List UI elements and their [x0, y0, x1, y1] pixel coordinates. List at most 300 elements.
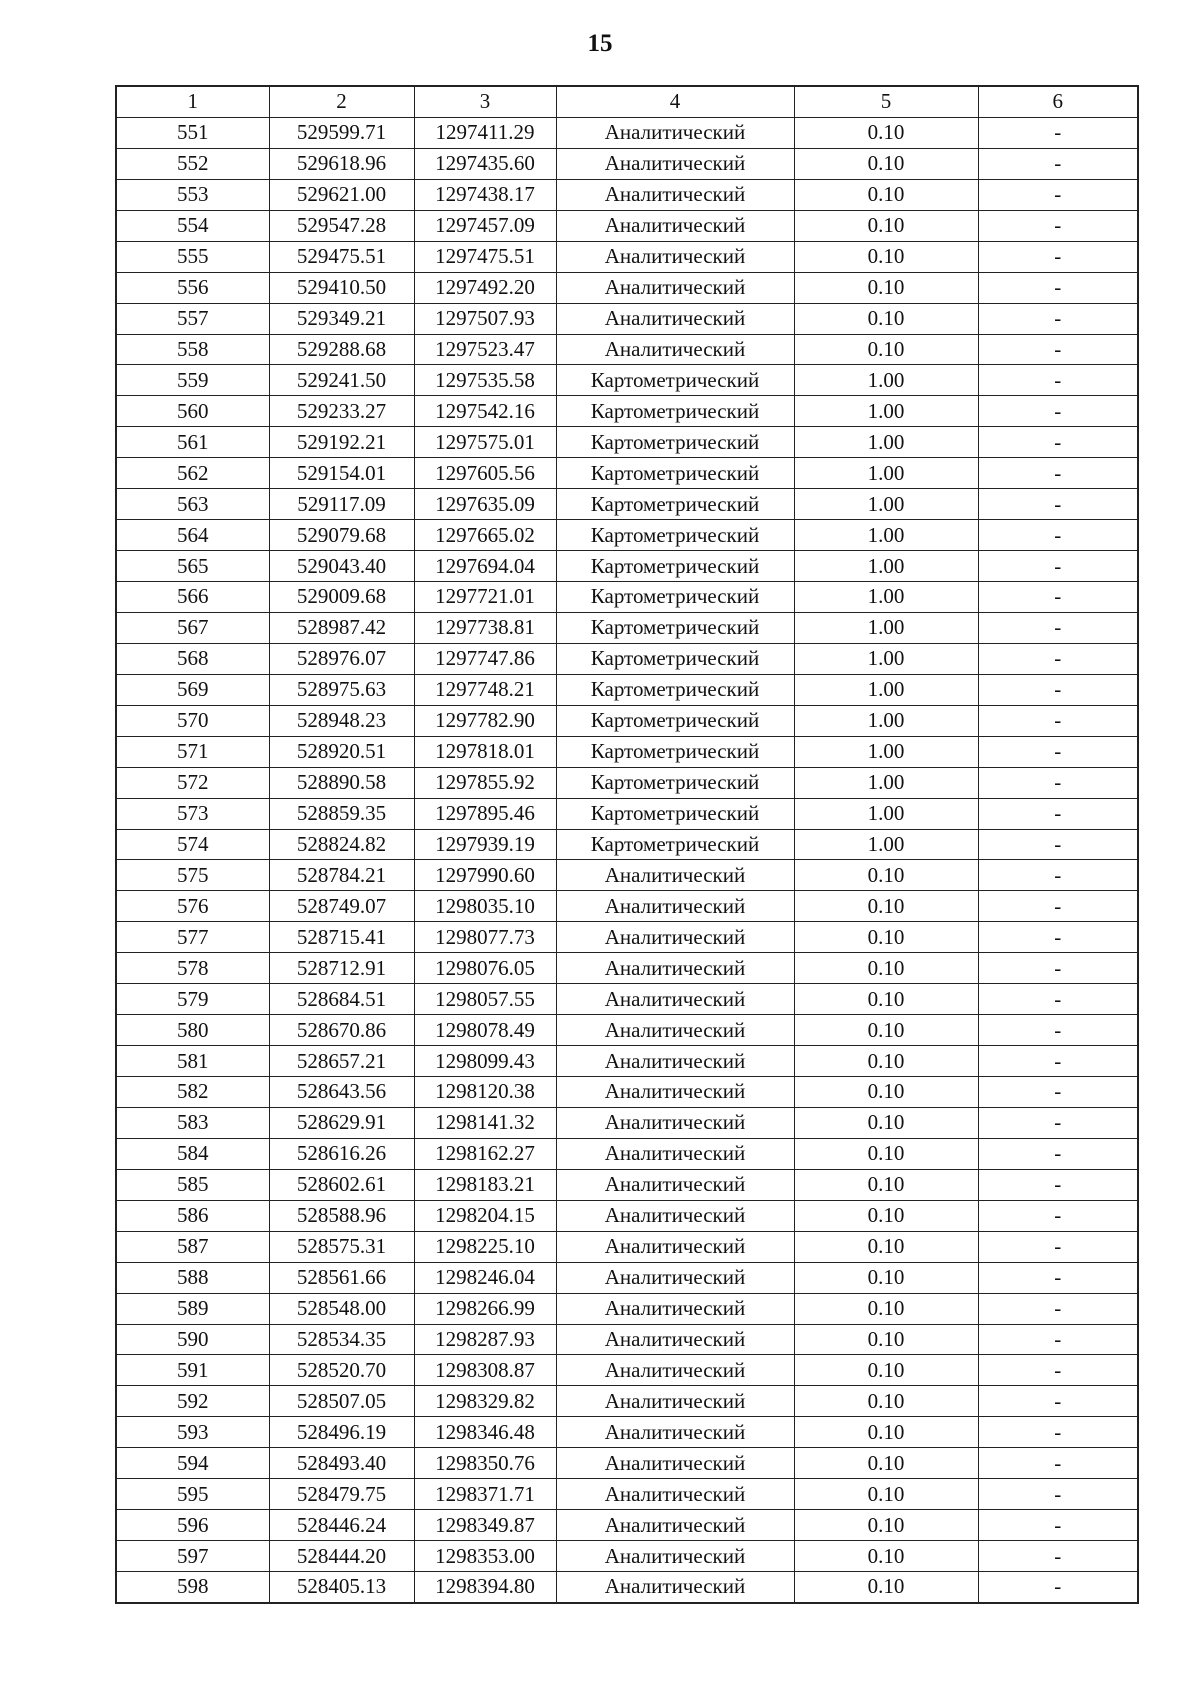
y-coordinate-cell: 1298183.21	[414, 1169, 556, 1200]
table-row	[116, 1077, 1138, 1108]
point-number-cell: 553	[116, 179, 269, 210]
accuracy-cell: 0.10	[794, 1572, 978, 1603]
accuracy-cell: 0.10	[794, 1015, 978, 1046]
point-number-cell: 584	[116, 1138, 269, 1169]
description-cell: -	[978, 303, 1138, 334]
coordinates-table	[115, 85, 1139, 1604]
table-row	[116, 1046, 1138, 1077]
x-coordinate-cell: 529599.71	[269, 117, 414, 148]
point-number-cell: 591	[116, 1355, 269, 1386]
accuracy-cell: 0.10	[794, 1169, 978, 1200]
x-coordinate-cell: 528976.07	[269, 643, 414, 674]
table-row	[116, 1479, 1138, 1510]
point-number-cell: 586	[116, 1200, 269, 1231]
accuracy-cell: 0.10	[794, 1386, 978, 1417]
table-row	[116, 1324, 1138, 1355]
header-row	[116, 86, 1138, 117]
accuracy-cell: 1.00	[794, 489, 978, 520]
x-coordinate-cell: 529192.21	[269, 427, 414, 458]
table-row	[116, 1541, 1138, 1572]
method-cell: Картометрический	[556, 643, 794, 674]
point-number-cell: 574	[116, 829, 269, 860]
x-coordinate-cell: 528493.40	[269, 1448, 414, 1479]
x-coordinate-cell: 529043.40	[269, 551, 414, 582]
point-number-cell: 555	[116, 241, 269, 272]
description-cell: -	[978, 798, 1138, 829]
accuracy-cell: 0.10	[794, 860, 978, 891]
description-cell: -	[978, 1077, 1138, 1108]
method-cell: Аналитический	[556, 1324, 794, 1355]
y-coordinate-cell: 1297721.01	[414, 582, 556, 613]
description-cell: -	[978, 179, 1138, 210]
y-coordinate-cell: 1298308.87	[414, 1355, 556, 1386]
point-number-cell: 571	[116, 736, 269, 767]
x-coordinate-cell: 528496.19	[269, 1417, 414, 1448]
description-cell: -	[978, 210, 1138, 241]
table-row	[116, 674, 1138, 705]
method-cell: Картометрический	[556, 767, 794, 798]
point-number-cell: 585	[116, 1169, 269, 1200]
accuracy-cell: 0.10	[794, 334, 978, 365]
description-cell: -	[978, 1324, 1138, 1355]
description-cell: -	[978, 953, 1138, 984]
table-row	[116, 1355, 1138, 1386]
y-coordinate-cell: 1297738.81	[414, 612, 556, 643]
method-cell: Аналитический	[556, 1510, 794, 1541]
table-row	[116, 1262, 1138, 1293]
y-coordinate-cell: 1298204.15	[414, 1200, 556, 1231]
point-number-cell: 567	[116, 612, 269, 643]
y-coordinate-cell: 1297435.60	[414, 148, 556, 179]
description-cell: -	[978, 705, 1138, 736]
description-cell: -	[978, 643, 1138, 674]
accuracy-cell: 0.10	[794, 117, 978, 148]
accuracy-cell: 0.10	[794, 1046, 978, 1077]
x-coordinate-cell: 528987.42	[269, 612, 414, 643]
y-coordinate-cell: 1297475.51	[414, 241, 556, 272]
point-number-cell: 568	[116, 643, 269, 674]
method-cell: Аналитический	[556, 1015, 794, 1046]
table-row	[116, 1448, 1138, 1479]
y-coordinate-cell: 1298287.93	[414, 1324, 556, 1355]
point-number-cell: 556	[116, 272, 269, 303]
x-coordinate-cell: 528975.63	[269, 674, 414, 705]
method-cell: Картометрический	[556, 489, 794, 520]
accuracy-cell: 0.10	[794, 1293, 978, 1324]
y-coordinate-cell: 1297939.19	[414, 829, 556, 860]
description-cell: -	[978, 860, 1138, 891]
table-row	[116, 736, 1138, 767]
table-row	[116, 396, 1138, 427]
description-cell: -	[978, 1046, 1138, 1077]
point-number-cell: 573	[116, 798, 269, 829]
x-coordinate-cell: 529410.50	[269, 272, 414, 303]
table-row	[116, 1107, 1138, 1138]
method-cell: Аналитический	[556, 1541, 794, 1572]
table-row	[116, 148, 1138, 179]
x-coordinate-cell: 528588.96	[269, 1200, 414, 1231]
x-coordinate-cell: 529618.96	[269, 148, 414, 179]
y-coordinate-cell: 1298076.05	[414, 953, 556, 984]
y-coordinate-cell: 1298350.76	[414, 1448, 556, 1479]
method-cell: Картометрический	[556, 705, 794, 736]
method-cell: Аналитический	[556, 117, 794, 148]
x-coordinate-cell: 528684.51	[269, 984, 414, 1015]
y-coordinate-cell: 1297542.16	[414, 396, 556, 427]
x-coordinate-cell: 528920.51	[269, 736, 414, 767]
accuracy-cell: 0.10	[794, 1541, 978, 1572]
method-cell: Картометрический	[556, 582, 794, 613]
method-cell: Аналитический	[556, 922, 794, 953]
accuracy-cell: 1.00	[794, 365, 978, 396]
x-coordinate-cell: 528824.82	[269, 829, 414, 860]
x-coordinate-cell: 529117.09	[269, 489, 414, 520]
point-number-cell: 557	[116, 303, 269, 334]
description-cell: -	[978, 1417, 1138, 1448]
column-header: 4	[556, 86, 794, 117]
accuracy-cell: 1.00	[794, 612, 978, 643]
method-cell: Картометрический	[556, 396, 794, 427]
table-row	[116, 489, 1138, 520]
point-number-cell: 596	[116, 1510, 269, 1541]
point-number-cell: 551	[116, 117, 269, 148]
accuracy-cell: 0.10	[794, 1200, 978, 1231]
method-cell: Картометрический	[556, 829, 794, 860]
table-row	[116, 551, 1138, 582]
point-number-cell: 582	[116, 1077, 269, 1108]
description-cell: -	[978, 1510, 1138, 1541]
y-coordinate-cell: 1297818.01	[414, 736, 556, 767]
table-row	[116, 829, 1138, 860]
x-coordinate-cell: 528643.56	[269, 1077, 414, 1108]
point-number-cell: 597	[116, 1541, 269, 1572]
description-cell: -	[978, 1107, 1138, 1138]
x-coordinate-cell: 529288.68	[269, 334, 414, 365]
column-header: 6	[978, 86, 1138, 117]
description-cell: -	[978, 396, 1138, 427]
y-coordinate-cell: 1297411.29	[414, 117, 556, 148]
table-row	[116, 705, 1138, 736]
table-row	[116, 179, 1138, 210]
y-coordinate-cell: 1297535.58	[414, 365, 556, 396]
point-number-cell: 590	[116, 1324, 269, 1355]
x-coordinate-cell: 528405.13	[269, 1572, 414, 1603]
description-cell: -	[978, 674, 1138, 705]
table-body	[116, 117, 1138, 1603]
point-number-cell: 565	[116, 551, 269, 582]
accuracy-cell: 1.00	[794, 396, 978, 427]
accuracy-cell: 0.10	[794, 1448, 978, 1479]
column-header: 5	[794, 86, 978, 117]
x-coordinate-cell: 529241.50	[269, 365, 414, 396]
accuracy-cell: 0.10	[794, 1231, 978, 1262]
method-cell: Аналитический	[556, 1138, 794, 1169]
point-number-cell: 595	[116, 1479, 269, 1510]
y-coordinate-cell: 1298394.80	[414, 1572, 556, 1603]
accuracy-cell: 1.00	[794, 551, 978, 582]
method-cell: Аналитический	[556, 148, 794, 179]
description-cell: -	[978, 612, 1138, 643]
method-cell: Аналитический	[556, 953, 794, 984]
accuracy-cell: 0.10	[794, 210, 978, 241]
y-coordinate-cell: 1298246.04	[414, 1262, 556, 1293]
method-cell: Аналитический	[556, 1231, 794, 1262]
x-coordinate-cell: 528712.91	[269, 953, 414, 984]
accuracy-cell: 0.10	[794, 303, 978, 334]
point-number-cell: 587	[116, 1231, 269, 1262]
accuracy-cell: 0.10	[794, 148, 978, 179]
y-coordinate-cell: 1297457.09	[414, 210, 556, 241]
description-cell: -	[978, 1355, 1138, 1386]
method-cell: Аналитический	[556, 303, 794, 334]
table-row	[116, 922, 1138, 953]
accuracy-cell: 0.10	[794, 1262, 978, 1293]
accuracy-cell: 0.10	[794, 241, 978, 272]
x-coordinate-cell: 528784.21	[269, 860, 414, 891]
method-cell: Картометрический	[556, 736, 794, 767]
table-row	[116, 891, 1138, 922]
method-cell: Картометрический	[556, 458, 794, 489]
x-coordinate-cell: 528444.20	[269, 1541, 414, 1572]
column-header: 2	[269, 86, 414, 117]
y-coordinate-cell: 1298120.38	[414, 1077, 556, 1108]
table-row	[116, 1200, 1138, 1231]
x-coordinate-cell: 528602.61	[269, 1169, 414, 1200]
description-cell: -	[978, 1262, 1138, 1293]
table-row	[116, 241, 1138, 272]
table-row	[116, 117, 1138, 148]
page-number: 15	[587, 30, 613, 57]
table-row	[116, 520, 1138, 551]
description-cell: -	[978, 1138, 1138, 1169]
method-cell: Аналитический	[556, 1107, 794, 1138]
table-row	[116, 1138, 1138, 1169]
point-number-cell: 589	[116, 1293, 269, 1324]
table-row	[116, 860, 1138, 891]
x-coordinate-cell: 528534.35	[269, 1324, 414, 1355]
table-row	[116, 1169, 1138, 1200]
point-number-cell: 570	[116, 705, 269, 736]
method-cell: Аналитический	[556, 1355, 794, 1386]
description-cell: -	[978, 241, 1138, 272]
x-coordinate-cell: 528507.05	[269, 1386, 414, 1417]
point-number-cell: 569	[116, 674, 269, 705]
description-cell: -	[978, 767, 1138, 798]
y-coordinate-cell: 1297492.20	[414, 272, 556, 303]
accuracy-cell: 1.00	[794, 643, 978, 674]
accuracy-cell: 0.10	[794, 953, 978, 984]
table-row	[116, 272, 1138, 303]
method-cell: Аналитический	[556, 1293, 794, 1324]
table-row	[116, 643, 1138, 674]
point-number-cell: 578	[116, 953, 269, 984]
point-number-cell: 593	[116, 1417, 269, 1448]
method-cell: Картометрический	[556, 365, 794, 396]
table-row	[116, 1417, 1138, 1448]
description-cell: -	[978, 334, 1138, 365]
x-coordinate-cell: 529154.01	[269, 458, 414, 489]
table-row	[116, 767, 1138, 798]
accuracy-cell: 0.10	[794, 1417, 978, 1448]
y-coordinate-cell: 1297605.56	[414, 458, 556, 489]
x-coordinate-cell: 528616.26	[269, 1138, 414, 1169]
x-coordinate-cell: 529349.21	[269, 303, 414, 334]
method-cell: Аналитический	[556, 1386, 794, 1417]
y-coordinate-cell: 1297694.04	[414, 551, 556, 582]
x-coordinate-cell: 528520.70	[269, 1355, 414, 1386]
point-number-cell: 588	[116, 1262, 269, 1293]
method-cell: Аналитический	[556, 334, 794, 365]
table-row	[116, 1015, 1138, 1046]
point-number-cell: 563	[116, 489, 269, 520]
y-coordinate-cell: 1297523.47	[414, 334, 556, 365]
column-header: 3	[414, 86, 556, 117]
table-row	[116, 365, 1138, 396]
point-number-cell: 577	[116, 922, 269, 953]
accuracy-cell: 1.00	[794, 674, 978, 705]
x-coordinate-cell: 528575.31	[269, 1231, 414, 1262]
method-cell: Аналитический	[556, 891, 794, 922]
description-cell: -	[978, 1448, 1138, 1479]
accuracy-cell: 0.10	[794, 1077, 978, 1108]
table-row	[116, 953, 1138, 984]
method-cell: Аналитический	[556, 1448, 794, 1479]
y-coordinate-cell: 1298162.27	[414, 1138, 556, 1169]
table-row	[116, 1293, 1138, 1324]
description-cell: -	[978, 1541, 1138, 1572]
method-cell: Аналитический	[556, 1200, 794, 1231]
method-cell: Аналитический	[556, 1046, 794, 1077]
point-number-cell: 579	[116, 984, 269, 1015]
description-cell: -	[978, 520, 1138, 551]
description-cell: -	[978, 736, 1138, 767]
method-cell: Аналитический	[556, 1572, 794, 1603]
point-number-cell: 581	[116, 1046, 269, 1077]
y-coordinate-cell: 1297782.90	[414, 705, 556, 736]
description-cell: -	[978, 829, 1138, 860]
accuracy-cell: 1.00	[794, 520, 978, 551]
accuracy-cell: 0.10	[794, 1107, 978, 1138]
x-coordinate-cell: 529233.27	[269, 396, 414, 427]
description-cell: -	[978, 1386, 1138, 1417]
y-coordinate-cell: 1298353.00	[414, 1541, 556, 1572]
point-number-cell: 576	[116, 891, 269, 922]
x-coordinate-cell: 528629.91	[269, 1107, 414, 1138]
method-cell: Аналитический	[556, 241, 794, 272]
table-row	[116, 1231, 1138, 1262]
method-cell: Аналитический	[556, 179, 794, 210]
y-coordinate-cell: 1298057.55	[414, 984, 556, 1015]
accuracy-cell: 0.10	[794, 1510, 978, 1541]
point-number-cell: 560	[116, 396, 269, 427]
x-coordinate-cell: 529079.68	[269, 520, 414, 551]
table-row	[116, 1510, 1138, 1541]
y-coordinate-cell: 1298077.73	[414, 922, 556, 953]
accuracy-cell: 1.00	[794, 705, 978, 736]
description-cell: -	[978, 148, 1138, 179]
description-cell: -	[978, 1015, 1138, 1046]
description-cell: -	[978, 922, 1138, 953]
accuracy-cell: 0.10	[794, 891, 978, 922]
table-row	[116, 612, 1138, 643]
method-cell: Аналитический	[556, 860, 794, 891]
method-cell: Картометрический	[556, 798, 794, 829]
accuracy-cell: 1.00	[794, 829, 978, 860]
x-coordinate-cell: 528859.35	[269, 798, 414, 829]
method-cell: Аналитический	[556, 272, 794, 303]
y-coordinate-cell: 1298371.71	[414, 1479, 556, 1510]
accuracy-cell: 0.10	[794, 1355, 978, 1386]
description-cell: -	[978, 458, 1138, 489]
accuracy-cell: 1.00	[794, 736, 978, 767]
description-cell: -	[978, 1479, 1138, 1510]
method-cell: Аналитический	[556, 1417, 794, 1448]
table-row	[116, 458, 1138, 489]
y-coordinate-cell: 1297747.86	[414, 643, 556, 674]
y-coordinate-cell: 1297895.46	[414, 798, 556, 829]
y-coordinate-cell: 1298346.48	[414, 1417, 556, 1448]
x-coordinate-cell: 528749.07	[269, 891, 414, 922]
accuracy-cell: 0.10	[794, 1479, 978, 1510]
y-coordinate-cell: 1297507.93	[414, 303, 556, 334]
x-coordinate-cell: 528948.23	[269, 705, 414, 736]
description-cell: -	[978, 489, 1138, 520]
description-cell: -	[978, 551, 1138, 582]
point-number-cell: 598	[116, 1572, 269, 1603]
description-cell: -	[978, 1572, 1138, 1603]
y-coordinate-cell: 1297855.92	[414, 767, 556, 798]
accuracy-cell: 1.00	[794, 458, 978, 489]
method-cell: Аналитический	[556, 984, 794, 1015]
point-number-cell: 575	[116, 860, 269, 891]
y-coordinate-cell: 1297748.21	[414, 674, 556, 705]
x-coordinate-cell: 528670.86	[269, 1015, 414, 1046]
point-number-cell: 566	[116, 582, 269, 613]
point-number-cell: 561	[116, 427, 269, 458]
y-coordinate-cell: 1298329.82	[414, 1386, 556, 1417]
point-number-cell: 572	[116, 767, 269, 798]
point-number-cell: 594	[116, 1448, 269, 1479]
x-coordinate-cell: 528548.00	[269, 1293, 414, 1324]
y-coordinate-cell: 1298078.49	[414, 1015, 556, 1046]
description-cell: -	[978, 984, 1138, 1015]
y-coordinate-cell: 1298035.10	[414, 891, 556, 922]
description-cell: -	[978, 1293, 1138, 1324]
y-coordinate-cell: 1297665.02	[414, 520, 556, 551]
accuracy-cell: 0.10	[794, 1138, 978, 1169]
description-cell: -	[978, 427, 1138, 458]
accuracy-cell: 1.00	[794, 427, 978, 458]
method-cell: Картометрический	[556, 612, 794, 643]
point-number-cell: 554	[116, 210, 269, 241]
method-cell: Аналитический	[556, 1479, 794, 1510]
y-coordinate-cell: 1298266.99	[414, 1293, 556, 1324]
table-row	[116, 427, 1138, 458]
x-coordinate-cell: 528479.75	[269, 1479, 414, 1510]
method-cell: Аналитический	[556, 1169, 794, 1200]
method-cell: Аналитический	[556, 1077, 794, 1108]
x-coordinate-cell: 528446.24	[269, 1510, 414, 1541]
table-row	[116, 1386, 1138, 1417]
y-coordinate-cell: 1297575.01	[414, 427, 556, 458]
accuracy-cell: 0.10	[794, 1324, 978, 1355]
point-number-cell: 558	[116, 334, 269, 365]
point-number-cell: 592	[116, 1386, 269, 1417]
y-coordinate-cell: 1297635.09	[414, 489, 556, 520]
point-number-cell: 580	[116, 1015, 269, 1046]
table-row	[116, 210, 1138, 241]
point-number-cell: 552	[116, 148, 269, 179]
